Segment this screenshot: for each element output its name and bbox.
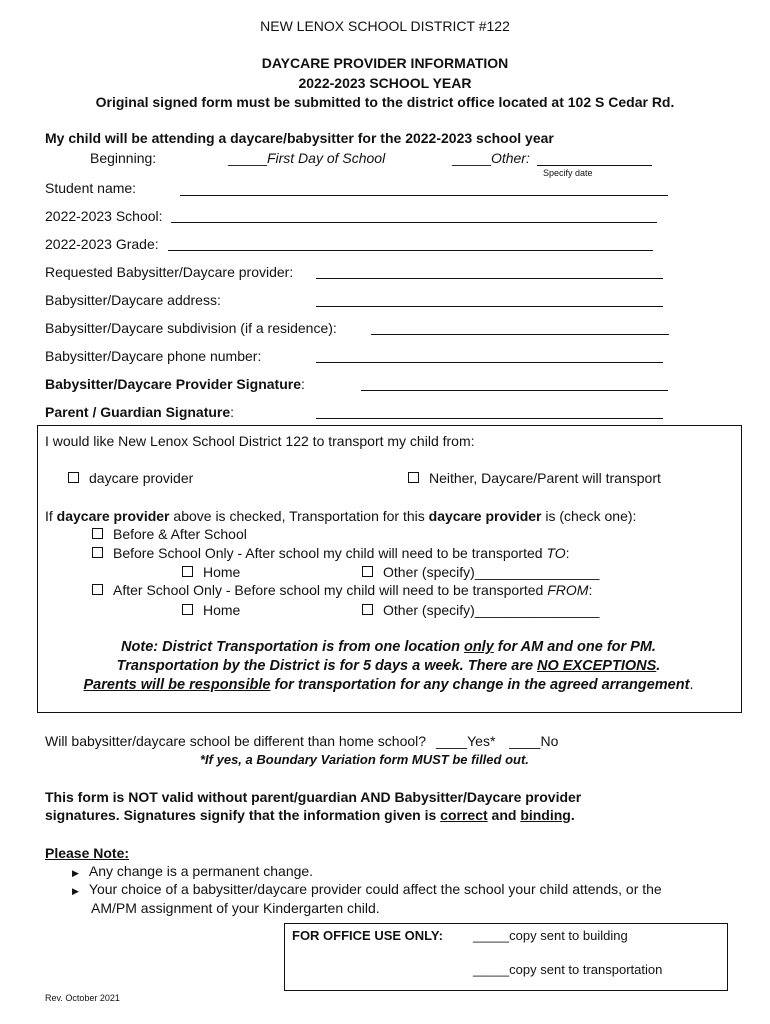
grade-label: 2022-2023 Grade: [45,236,159,252]
district-heading: NEW LENOX SCHOOL DISTRICT #122 [260,18,510,34]
after-home-checkbox[interactable] [182,604,193,615]
school-label: 2022-2023 School: [45,208,163,224]
neither-option[interactable]: Neither, Daycare/Parent will transport [408,470,661,486]
boundary-note: *If yes, a Boundary Variation form MUST be filled out. [200,752,529,767]
subdivision-field[interactable] [371,334,669,335]
before-only-checkbox[interactable] [92,547,103,558]
form-title: DAYCARE PROVIDER INFORMATION [261,55,509,71]
other-date-option[interactable] [452,150,530,166]
neither-checkbox[interactable] [408,472,419,483]
daycare-provider-checkbox[interactable] [68,472,79,483]
phone-field[interactable] [316,362,663,363]
provider-signature-label: Babysitter/Daycare Provider Signature: [45,376,305,392]
transport-intro: I would like New Lenox School District 122 to transport my child from: [45,433,475,449]
address-label: Babysitter/Daycare address: [45,292,221,308]
check-one-instruction: If daycare provider above is checked, Transportation for this daycare provider is (check one): [45,508,637,524]
before-only-home-option[interactable]: Home [182,564,240,580]
boundary-question: Will babysitter/daycare school be different than home school? ____Yes* ____No [45,733,559,749]
please-note-item-continued: AM/PM assignment of your Kindergarten child. [91,900,380,916]
copy-building[interactable]: _____copy sent to building [473,928,628,943]
after-other-checkbox[interactable] [362,604,373,615]
first-day-label: First Day of School [266,150,386,166]
office-use-title: FOR OFFICE USE ONLY: [292,928,443,943]
boundary-yes[interactable]: ____Yes* [435,733,496,749]
parent-signature-field[interactable] [316,418,663,419]
first-day-blank: _____ [228,150,267,166]
phone-label: Babysitter/Daycare phone number: [45,348,262,364]
please-note-item: ▶ Any change is a permanent change. [72,863,314,879]
school-year: 2022-2023 SCHOOL YEAR [298,75,472,91]
after-only-checkbox[interactable] [92,584,103,595]
submission-instruction: Original signed form must be submitted to the district office located at 102 S Cedar Rd. [95,94,675,110]
first-day-option[interactable] [228,150,385,166]
please-note-item: ▶ Your choice of a babysitter/daycare provider could affect the school your child attends, or the [72,881,662,897]
after-only-other-option[interactable]: Other (specify)________________ [362,602,599,618]
please-note-title: Please Note: [45,845,130,861]
before-other-checkbox[interactable] [362,566,373,577]
before-only-option[interactable]: Before School Only - After school my child will need to be transported TO: [92,545,570,561]
attending-heading: My child will be attending a daycare/babysitter for the 2022-2023 school year [45,130,554,146]
provider-signature-field[interactable] [361,390,668,391]
validity-line1: This form is NOT valid without parent/guardian AND Babysitter/Daycare provider [45,789,582,805]
copy-transportation[interactable]: _____copy sent to transportation [473,962,663,977]
before-only-other-option[interactable]: Other (specify)________________ [362,564,599,580]
provider-label: Requested Babysitter/Daycare provider: [45,264,294,280]
daycare-provider-option[interactable]: daycare provider [68,470,193,486]
bullet-arrow-icon: ▶ [72,886,79,896]
grade-field[interactable] [168,250,653,251]
validity-line2: signatures. Signatures signify that the information given is correct and binding. [45,807,575,823]
beginning-label: Beginning: [90,150,157,166]
after-only-home-option[interactable]: Home [182,602,240,618]
other-date-line[interactable] [537,165,652,166]
student-name-label: Student name: [45,180,137,196]
student-name-field[interactable] [180,195,668,196]
transport-note-line1: Note: District Transportation is from one location only for AM and one for PM. [121,639,656,655]
provider-field[interactable] [316,278,663,279]
other-label: Other: [490,150,530,166]
transport-note-line2: Transportation by the District is for 5 days a week. There are NO EXCEPTIONS. [116,658,661,674]
other-blank: _____ [452,150,491,166]
revision-date: Rev. October 2021 [45,993,120,1003]
transport-note-line3: Parents will be responsible for transportation for any change in the agreed arrangement. [83,677,694,693]
school-field[interactable] [171,222,657,223]
bullet-arrow-icon: ▶ [72,868,79,878]
parent-signature-label: Parent / Guardian Signature: [45,404,235,420]
before-after-option[interactable]: Before & After School [92,526,247,542]
boundary-no[interactable]: ____No [509,733,559,749]
before-home-checkbox[interactable] [182,566,193,577]
before-after-checkbox[interactable] [92,528,103,539]
subdivision-label: Babysitter/Daycare subdivision (if a residence): [45,320,337,336]
after-only-option[interactable]: After School Only - Before school my child will need to be transported FROM: [92,582,592,598]
specify-date-hint: Specify date [543,168,593,178]
address-field[interactable] [316,306,663,307]
